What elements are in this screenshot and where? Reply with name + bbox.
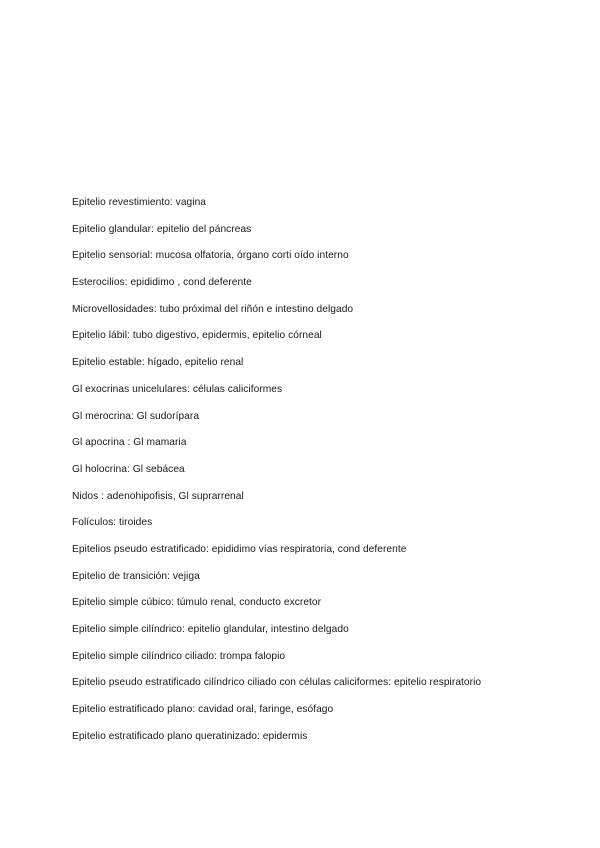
text-line: Epitelio estratificado plano queratinizado: epidermis bbox=[72, 730, 308, 742]
text-line: Gl holocrina: Gl sebácea bbox=[72, 463, 185, 475]
text-line: Nidos : adenohipofisis, Gl suprarrenal bbox=[72, 490, 244, 502]
text-line: Folículos: tiroides bbox=[72, 517, 153, 529]
text-line: Epitelio simple cilíndrico: epitelio glandular, intestino delgado bbox=[72, 624, 349, 635]
text-line: Epitelio simple cilíndrico ciliado: trompa falopio bbox=[72, 650, 286, 662]
text-line: Gl apocrina : Gl mamaria bbox=[72, 437, 187, 449]
text-line: Epitelio glandular: epitelio del páncreas bbox=[72, 223, 252, 235]
text-line: Gl merocrina: Gl sudorípara bbox=[72, 410, 200, 422]
text-line: Epitelio estratificado plano: cavidad oral, faringe, esófago bbox=[72, 704, 334, 716]
text-line: Microvellosidades: tubo próximal del riñón e intestino delgado bbox=[72, 303, 354, 315]
document-body bbox=[72, 194, 572, 754]
text-line: Epitelio revestimiento: vagina bbox=[72, 197, 207, 208]
text-line: Gl exocrinas unicelulares: células caliciformes bbox=[72, 383, 283, 395]
text-line: Epitelio de transición: vejiga bbox=[72, 570, 200, 582]
text-line: Epitelio simple cúbico: túmulo renal, conducto excretor bbox=[72, 597, 322, 609]
text-line: Esterocilios: epididimo , cond deferente bbox=[72, 277, 252, 289]
text-line: Epitelio estable: hígado, epitelio renal bbox=[72, 357, 244, 369]
text-line: Epitelio sensorial: mucosa olfatoria, órgano corti oído interno bbox=[72, 250, 349, 262]
text-line: Epitelios pseudo estratificado: epididimo vías respiratoria, cond deferente bbox=[72, 543, 407, 555]
text-line: Epitelio lábil: tubo digestivo, epidermis, epitelio córneal bbox=[72, 330, 322, 342]
text-line: Epitelio pseudo estratificado cilíndrico ciliado con células caliciformes: epitelio respiratorio bbox=[72, 677, 482, 689]
